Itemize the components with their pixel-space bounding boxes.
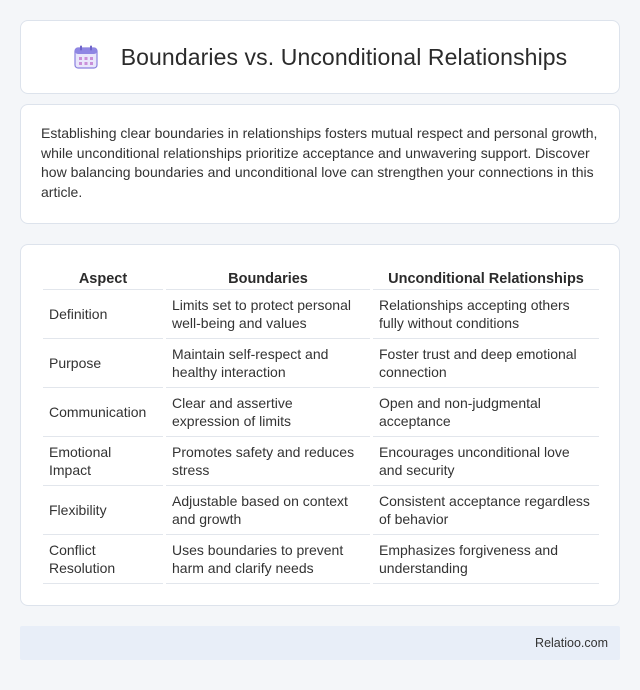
- column-header-boundaries: Boundaries: [166, 267, 370, 290]
- table-cell-unconditional: Encourages unconditional love and security: [373, 437, 599, 486]
- table-cell-unconditional: Relationships accepting others fully without conditions: [373, 290, 599, 339]
- column-header-unconditional: Unconditional Relationships: [373, 267, 599, 290]
- table-row: [43, 388, 599, 437]
- intro-card: [20, 104, 620, 224]
- table-cell-unconditional: Emphasizes forgiveness and understanding: [373, 535, 599, 584]
- footer-site-name: Relatioo.com: [535, 636, 608, 650]
- table-cell-boundaries: Limits set to protect personal well-being and values: [166, 290, 370, 339]
- table-cell-boundaries: Clear and assertive expression of limits: [166, 388, 370, 437]
- table-cell-unconditional: Consistent acceptance regardless of behavior: [373, 486, 599, 535]
- footer: [20, 626, 620, 660]
- table-cell-aspect: Communication: [43, 388, 163, 437]
- page-title: Boundaries vs. Unconditional Relationships: [120, 43, 568, 70]
- table-cell-aspect: Emotional Impact: [43, 437, 163, 486]
- table-row: [43, 339, 599, 388]
- table-cell-unconditional: Foster trust and deep emotional connection: [373, 339, 599, 388]
- comparison-table: [40, 267, 602, 584]
- table-cell-boundaries: Uses boundaries to prevent harm and clarify needs: [166, 535, 370, 584]
- table-row: [43, 535, 599, 584]
- table-cell-boundaries: Promotes safety and reduces stress: [166, 437, 370, 486]
- table-row: [43, 437, 599, 486]
- table-cell-boundaries: Maintain self-respect and healthy interaction: [166, 339, 370, 388]
- intro-paragraph: Establishing clear boundaries in relationships fosters mutual respect and personal growth, while unconditional relationships prioritize acceptance and unwavering support. Discover how balancing boundaries and unconditional love can strengthen your connections in this article.: [41, 125, 598, 200]
- table-cell-unconditional: Open and non-judgmental acceptance: [373, 388, 599, 437]
- table-row: [43, 486, 599, 535]
- table-cell-aspect: Purpose: [43, 339, 163, 388]
- table-row: [43, 290, 599, 339]
- title-card: [20, 20, 620, 94]
- table-header-row: [43, 267, 599, 290]
- table-cell-boundaries: Adjustable based on context and growth: [166, 486, 370, 535]
- table-cell-aspect: Conflict Resolution: [43, 535, 163, 584]
- table-cell-aspect: Definition: [43, 290, 163, 339]
- comparison-table-card: [20, 244, 620, 606]
- calendar-icon: [73, 44, 99, 70]
- column-header-aspect: Aspect: [43, 267, 163, 290]
- table-cell-aspect: Flexibility: [43, 486, 163, 535]
